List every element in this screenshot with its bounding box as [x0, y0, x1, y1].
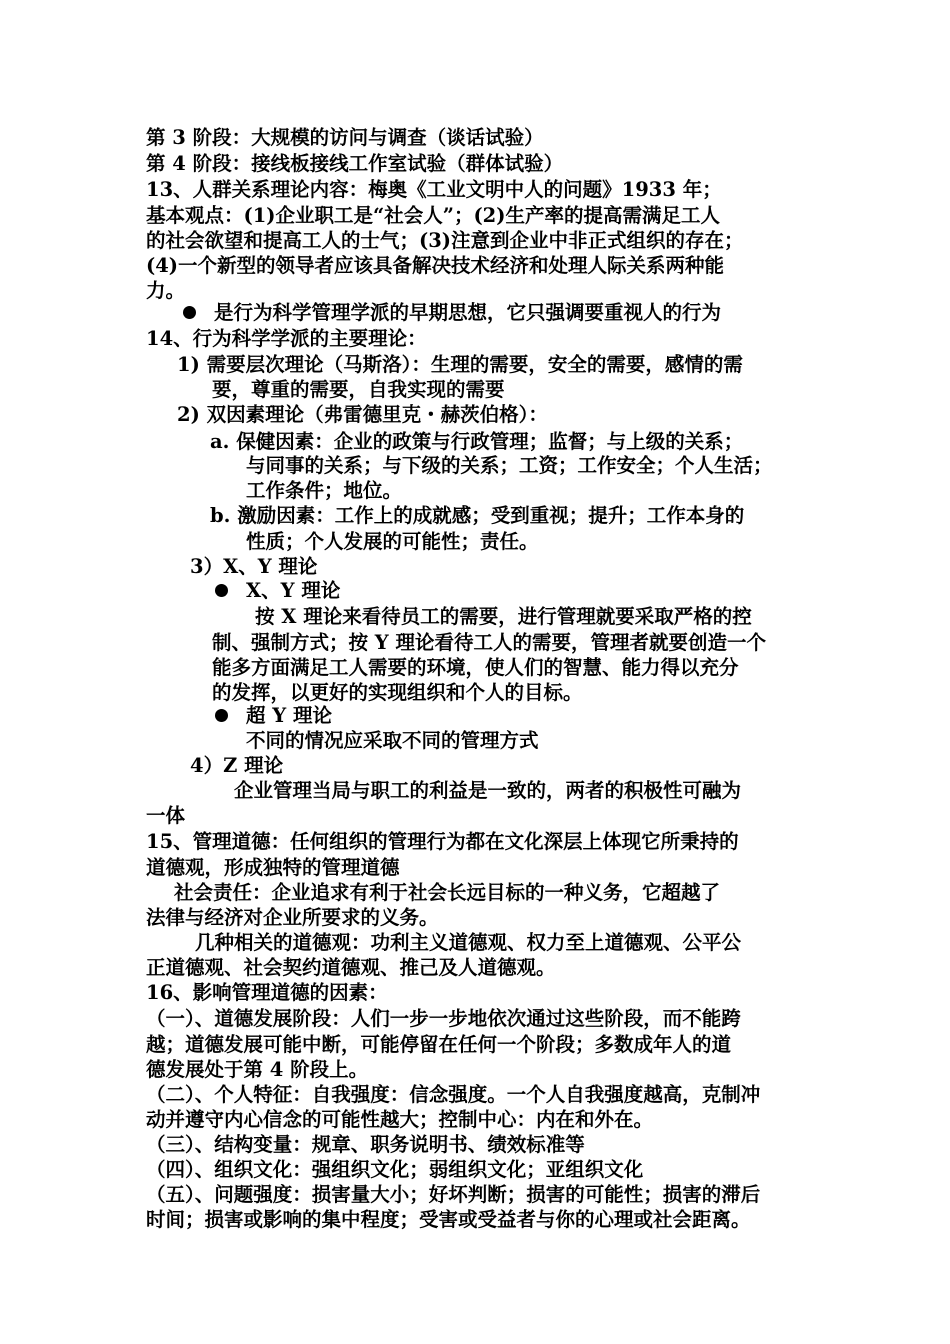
text-line: 14、行为科学学派的主要理论：: [146, 327, 427, 350]
text-line: 德发展处于第 4 阶段上。: [146, 1058, 369, 1081]
text-line: （二）、个人特征：自我强度：信念强度。一个人自我强度越高，克制冲: [146, 1083, 761, 1106]
text-line: a. 保健因素：企业的政策与行政管理；监督；与上级的关系；: [210, 430, 744, 453]
text-line: 2) 双因素理论（弗雷德里克・赫茨伯格）：: [177, 403, 548, 426]
text-line: 与同事的关系；与下级的关系；工资；工作安全；个人生活；: [246, 454, 773, 477]
text-line: 一体: [146, 804, 186, 827]
text-line: 制、强制方式；按 Y 理论看待工人的需要，管理者就要创造一个: [212, 631, 766, 654]
text-line: （五）、问题强度：损害量大小；好坏判断；损害的可能性；损害的滞后: [146, 1183, 761, 1206]
text-line: 力。: [146, 279, 186, 302]
text-line: 第 3 阶段：大规模的访问与调查（谈话试验）: [146, 126, 544, 149]
text-line: 15、管理道德：任何组织的管理行为都在文化深层上体现它所秉持的: [146, 830, 739, 853]
text-line: 性质；个人发展的可能性；责任。: [246, 530, 539, 553]
text-line: 13、人群关系理论内容：梅奥《工业文明中人的问题》1933 年；: [146, 178, 722, 201]
text-line: 的社会欲望和提高工人的士气；(3)注意到企业中非正式组织的存在；: [146, 229, 744, 252]
text-line: 的发挥，以更好的实现组织和个人的目标。: [212, 681, 583, 704]
text-line: 16、影响管理道德的因素：: [146, 981, 388, 1004]
text-line: 时间；损害或影响的集中程度；受害或受益者与你的心理或社会距离。: [146, 1208, 751, 1231]
text-line: 能多方面满足工人需要的环境，使人们的智慧、能力得以充分: [212, 656, 739, 679]
text-line: 3）X、Y 理论: [190, 555, 318, 578]
text-line: 4）Z 理论: [190, 754, 284, 777]
text-line: 1) 需要层次理论（马斯洛）：生理的需要，安全的需要，感情的需: [177, 353, 743, 376]
text-line: 工作条件；地位。: [246, 479, 403, 502]
text-line: 道德观，形成独特的管理道德: [146, 856, 400, 879]
text-line: 第 4 阶段：接线板接线工作室试验（群体试验）: [146, 152, 564, 175]
text-line: 基本观点：(1)企业职工是“社会人”；(2)生产率的提高需满足工人: [146, 204, 720, 227]
bullet-icon: [215, 709, 228, 722]
bullet-icon: [215, 584, 228, 597]
text-line: （三）、结构变量：规章、职务说明书、绩效标准等: [146, 1133, 585, 1156]
text-line: 企业管理当局与职工的利益是一致的，两者的积极性可融为: [234, 779, 742, 802]
text-line: X、Y 理论: [246, 579, 341, 602]
text-line: b. 激励因素：工作上的成就感；受到重视；提升；工作本身的: [210, 504, 745, 527]
text-line: （一）、道德发展阶段：人们一步一步地依次通过这些阶段，而不能跨: [146, 1007, 741, 1030]
text-line: 越；道德发展可能中断，可能停留在任何一个阶段；多数成年人的道: [146, 1033, 732, 1056]
text-line: (4)一个新型的领导者应该具备解决技术经济和处理人际关系两种能: [146, 254, 725, 277]
text-line: 社会责任：企业追求有利于社会长远目标的一种义务，它超越了: [174, 881, 721, 904]
text-line: 按 X 理论来看待员工的需要，进行管理就要采取严格的控: [255, 605, 752, 628]
text-line: （四）、组织文化：强组织文化；弱组织文化；亚组织文化: [146, 1158, 644, 1181]
text-line: 要，尊重的需要，自我实现的需要: [212, 378, 505, 401]
text-line: 动并遵守内心信念的可能性越大；控制中心：内在和外在。: [146, 1108, 654, 1131]
text-line: 不同的情况应采取不同的管理方式: [246, 729, 539, 752]
text-line: 超 Y 理论: [246, 704, 332, 727]
text-line: 几种相关的道德观：功利主义道德观、权力至上道德观、公平公: [195, 931, 742, 954]
text-line: 法律与经济对企业所要求的义务。: [146, 906, 439, 929]
text-line: 是行为科学管理学派的早期思想，它只强调要重视人的行为: [214, 301, 722, 324]
bullet-icon: [183, 306, 196, 319]
text-line: 正道德观、社会契约道德观、推己及人道德观。: [146, 956, 556, 979]
